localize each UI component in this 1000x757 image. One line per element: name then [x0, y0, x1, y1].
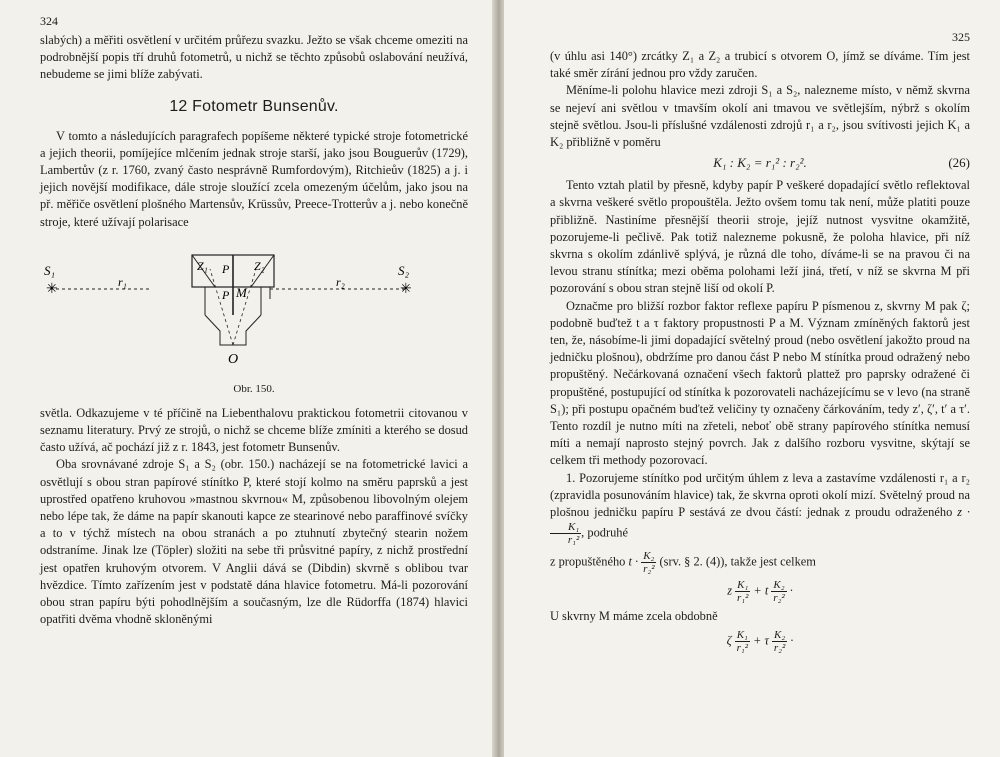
photometer-diagram	[40, 233, 468, 383]
paragraph	[550, 470, 970, 547]
viewing-tube	[205, 315, 261, 345]
page-number: 325	[952, 30, 970, 44]
paragraph: U skvrny M máme zcela obdobně	[550, 609, 718, 624]
fraction-denominator: r₂²	[773, 642, 786, 655]
fraction-denominator: r₁²	[736, 642, 748, 655]
operator: + t	[753, 583, 769, 598]
fraction-k1-r1	[550, 521, 581, 546]
fraction-k2-r2	[771, 579, 786, 604]
label-p-top: P	[222, 261, 230, 276]
label-z2: Z₂	[254, 258, 265, 273]
paragraph: Tento vztah platil by přesně, kdyby papír P veškeré dopadající světlo reflektoval a skvrna veškeré světlo propouštěla. Ježto ovšem tomu tak není, může platiti pouze přibližně. Nastiníme přesnější theorii stroje, jejíž nutnost vysvitne okamžitě, pozorujeme-li pečlivě. Pak totiž nalezneme pokusně, že poloha hlavice, při níž skvrna s okolím zdánlivě splývá, je různá dle toho, díváme-li se na pravou či na levou stranu stínítka; mezi oběma polohami leží jiná, třetí, v níž se skvrna M při pozorování s obou stran stejně liší od okolí P.	[550, 178, 970, 296]
fraction-denominator: r₁²	[567, 534, 580, 547]
section-heading: 12 Fotometr Bunsenův.	[169, 97, 339, 115]
fraction-k2-r2	[772, 629, 787, 654]
label-m: M	[236, 284, 247, 300]
fraction-k1-r1	[735, 629, 750, 654]
equation-number: (26)	[948, 155, 970, 171]
paragraph-text: (srv. § 2. (4)), takže jest celkem	[659, 554, 816, 569]
dot: ·	[789, 583, 793, 598]
dot: ·	[790, 633, 794, 648]
paragraph-text: 1. Pozorujeme stínítko pod určitým úhlem z leva a zastavíme vzdálenosti r₁ a r₂ (zpravidla posunováním hlavice) tak, že skvrna oproti okolí mizí. Světelný proud na plošnou jedničku papíru P sestává ze dvou částí: jednak z proudu odraženého	[550, 470, 970, 520]
label-s2: S₂	[398, 262, 410, 278]
fraction-denominator: r₂²	[643, 563, 655, 576]
factor: ζ	[726, 633, 732, 648]
label-s1: S₁	[44, 262, 56, 278]
label-r1: r₁	[118, 274, 127, 289]
operator: + τ	[753, 633, 769, 648]
label-p: P	[222, 287, 230, 302]
label-r2: r₂	[336, 274, 345, 289]
fraction-k2-r2	[641, 550, 656, 575]
figure-caption: Obr. 150.	[233, 382, 275, 395]
source-star-left: ✳	[46, 281, 58, 297]
paragraph: (v úhlu asi 140°) zrcátky Z₁ a Z₂ a trubicí s otvorem O, jímž se díváme. Tím jest také směr zírání jednou pro vždy zaručen.	[550, 49, 970, 81]
fraction-numerator: K₁	[737, 579, 749, 592]
paragraph: slabých) a měřiti osvětlení v určitém průřezu svazku. Ježto se však chceme omeziti na podrobnější popis tří druhů fotometrů, u nichž se těchto způsobů oslabování neužívá, nebudeme se jimi blíže zabývati.	[40, 33, 468, 82]
fraction-k1-r1	[735, 579, 750, 604]
paragraph	[550, 550, 970, 575]
paragraph: světla. Odkazujeme v té příčině na Liebenthalovu praktickou fotometrii citovanou v seznamu literatury. Prvý ze strojů, o nichž se chceme blíže zmíniti a kterého se dosud často užívá, ač pochází již z r. 1843, jest fotometr Bunsenův.	[40, 405, 468, 455]
paragraph: Měníme-li polohu hlavice mezi zdroji S₁ a S₂, nalezneme místo, v němž skvrna se nejeví ani světlou v tmavším okolí ani tmavou ve světlejším, nýbrž s okolím stejně světlou. Jsou-li příslušné vzdálenosti zdrojů r₁ a r₂, jsou svítivosti jejich K₁ a K₂ přibližně v poměru	[550, 83, 970, 150]
inline-expr: t ·	[628, 554, 639, 569]
paragraph: V tomto a následujících paragrafech popíšeme některé typické stroje fotometrické a jejich theorii, pomíjejíce mlčením jednak stroje starší, jako jsou Bouguerův (1729), Lambertův (z r. 1760, zvaný často nesprávně Rumfordovým), Ritchieův (1825) a j. i jejich novější modifikace, dále stroje sloužící zcela omezeným účelům, jako jsou na př. měřiče osvětlení plošného Martensův, Krüssův, Preece-Trotterův a j. nebo konečně stroje, které užívají polarisace	[40, 128, 468, 229]
paragraph-text: z propuštěného	[550, 554, 626, 569]
label-z1: Z₁	[197, 258, 208, 273]
paragraph: Oba srovnávané zdroje S₁ a S₂ (obr. 150.) nacházejí se na fotometrické lavici a osvětlují s obou stran papírové stínítko P, které stojí kolmo na směru paprsků a jest uprostřed opatřeno kruhovou »mastnou skvrnou« M, způsobenou libovolným olejem nebo lépe tak, že dáme na papír skanouti kapce ze stearinové nebo paraffinové svíčky a to v týchž místech na obou stranách a po ztuhnutí zbytečný stearin nožem odstraníme. Jinak lze (Töpler) složiti na sebe tři průsvitné papíry, z nichž prostřední jest opatřen kruhovým otvorem. V Anglii dává se (Dibdin) skvrně s oblibou tvar hvězdice. Tímto zařízením jest v podstatě dána hlavice fotometru. Má-li pozorování obou stran papíru býti pohodlnějším a současným, lze dle Rüdorffa (1874) hlavici opatřiti dvěma vhodně skloněnými	[40, 457, 468, 627]
sight-line-right	[233, 269, 256, 345]
fraction-numerator: K₁	[550, 521, 581, 534]
fraction-numerator: K₁	[736, 629, 748, 642]
paragraph: Označme pro bližší rozbor faktor reflexe papíru P písmenou z, skvrny M pak ζ; podobně buďtež t a τ faktory propustnosti P a M. Význam zmíněných faktorů jest ten, že, násobíme-li jimi dopadající světelný proud (nebo osvětlení jakožto proud na jedničku plošnou), obdržíme pro danou část P nebo M stínítka proud odražený nebo propuštěný. Nečárkovaná označení všech faktorů plattež pro paprsky odražené či propuštěné, postupující od stínítka k pozorovateli nacházejícímu se v levo (na straně S₁); při postupu opačném buďtež veličiny ty označeny čárkováním, tedy z′, ζ′, t′ a τ′. Tento rozdíl je nutno míti na zřeteli, neboť obě strany papírového stínítka nemusí míti a nemají naprosto stejný povrch. Jak z dalšího rozboru vysvitne, skýtají se celkem tři methody pozorovací.	[550, 298, 970, 468]
figure-bunsen-photometer	[40, 233, 468, 401]
factor: z	[727, 583, 733, 598]
source-star-right: ✳	[400, 281, 412, 297]
fraction-numerator: K₂	[774, 629, 786, 642]
fraction-denominator: r₁²	[737, 592, 749, 605]
formula-spot	[550, 629, 970, 654]
page-number: 324	[40, 14, 58, 28]
right-page	[504, 0, 1000, 757]
inline-expr: z ·	[957, 505, 970, 520]
fraction-denominator: r₂²	[773, 592, 785, 605]
fraction-numerator: K₂	[773, 579, 785, 592]
equation-body: K₁ : K₂ = r₁² : r₂².	[713, 155, 807, 171]
label-o: O	[228, 351, 239, 367]
formula-surround	[550, 579, 970, 604]
sight-line-left	[210, 269, 233, 345]
equation-26	[550, 153, 970, 173]
fraction-numerator: K₂	[643, 550, 655, 563]
left-page	[0, 0, 496, 757]
paragraph-text: , podruhé	[581, 525, 628, 540]
